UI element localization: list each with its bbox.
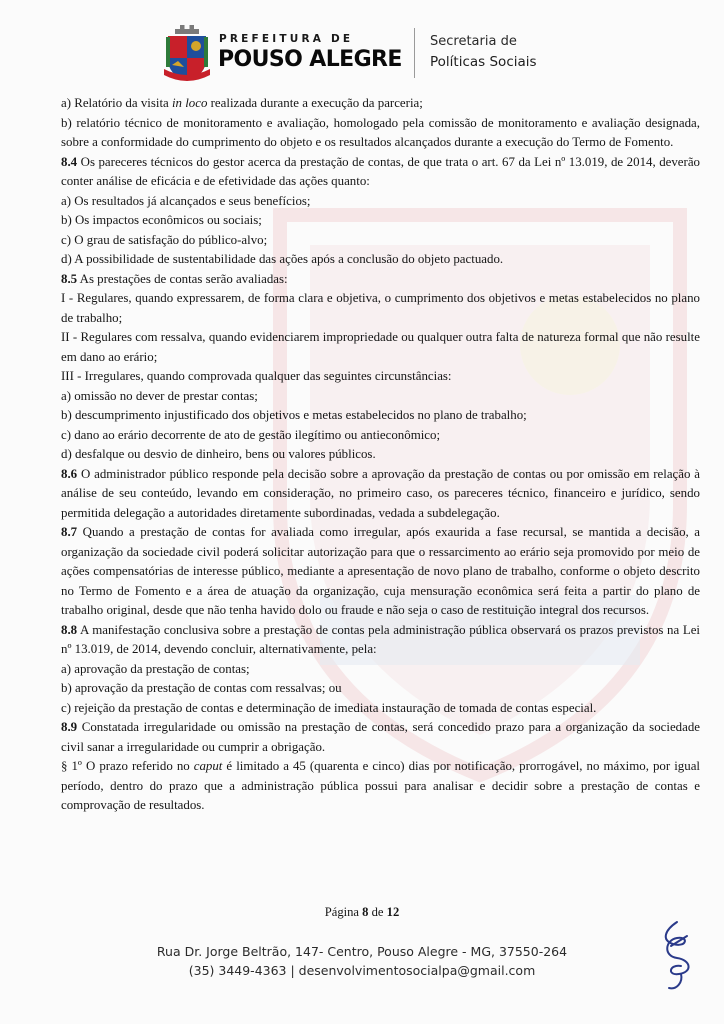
paragraph: § 1º O prazo referido no caput é limitado a 45 (quarenta e cinco) dias por notificação, prorrogável, no máximo, por igual período, dentro do prazo que a administração pública possui para analisar e decidir sobre a prestação de contas e comprovação de resultados. [61,759,700,812]
clause-number: 8.8 [61,622,78,637]
city-crest-logo [164,25,210,85]
handwritten-initials [647,916,707,998]
clause-number: 8.7 [61,525,78,539]
city-name: POUSO ALEGRE [218,47,402,72]
page-number: Página 8 de 12 [324,905,400,919]
paragraph: b) descumprimento injustificado dos objetivos e metas estabelecidos no plano de trabalho; [61,408,527,422]
clause-number: 8.9 [61,720,78,734]
paragraph: d) A possibilidade de sustentabilidade das ações após a conclusão do objeto pactuado. [61,252,504,266]
clause-number: 8.6 [61,466,78,481]
paragraph: 8.7 Quando a prestação de contas for avaliada como irregular, após exaurida a fase recursal, se mantida a decisão, a organização da sociedade civil poderá solicitar autorização para que o ressarcimento ao erário seja promovido por meio de ações compensatórias de interesse público, mediante a apresentação de novo plano de trabalho, conforme o objeto descrito no Termo de Fomento e a área de atuação da organização, cuja mensuração econômica será feita a partir do plano de trabalho original, desde que não tenha havido dolo ou fraude e não seja o caso de restituição integral dos recursos. [61,525,700,617]
paragraph: 8.4 Os pareceres técnicos do gestor acerca da prestação de contas, de que trata o art. 67 da Lei nº 13.019, de 2014, deverão conter análise de eficácia e de efetividade das ações quanto: [61,154,700,188]
paragraph: II - Regulares com ressalva, quando evidenciarem impropriedade ou qualquer outra falta de natureza formal que não resulte em dano ao erário; [61,330,700,364]
paragraph: d) desfalque ou desvio de dinheiro, bens ou valores públicos. [61,447,376,461]
header-divider [414,28,415,78]
footer-contact: (35) 3449-4363 | desenvolvimentosocialpa@gmail.com [188,963,536,978]
paragraph: c) dano ao erário decorrente de ato de gestão ilegítimo ou antieconômico; [61,427,441,442]
paragraph: 8.8 A manifestação conclusiva sobre a prestação de contas pela administração pública observará os prazos previstos na Lei nº 13.019, de 2014, devendo concluir, alternativamente, pela: [61,622,700,656]
paragraph: 8.9 Constatada irregularidade ou omissão na prestação de contas, será concedido prazo para a organização da sociedade civil sanar a irregularidade ou cumprir a obrigação. [61,720,700,754]
paragraph: 8.5 As prestações de contas serão avaliadas: [61,271,288,286]
paragraph: I - Regulares, quando expressarem, de forma clara e objetiva, o cumprimento dos objetivos e metas estabelecidos no plano de trabalho; [61,291,700,325]
paragraph: a) Os resultados já alcançados e seus benefícios; [61,193,311,208]
clause-number: 8.5 [61,271,78,286]
paragraph: b) Os impactos econômicos ou sociais; [61,213,262,227]
paragraph: c) rejeição da prestação de contas e determinação de imediata instauração de tomada de contas especial. [61,700,597,715]
document-body [61,94,700,816]
prefeitura-label: PREFEITURA DE [219,33,354,45]
paragraph: c) O grau de satisfação do público-alvo; [61,232,268,247]
paragraph: a) Relatório da visita in loco realizada durante a execução da parceria; [61,96,423,110]
paragraph: 8.6 O administrador público responde pela decisão sobre a aprovação da prestação de contas ou por omissão em relação à análise de seu conteúdo, levando em consideração, no primeiro caso, os pareceres técnico, financeiro e jurídico, sendo permitida delegação a autoridades diretamente subordinadas, vedada a subdelegação. [61,466,700,520]
paragraph: b) relatório técnico de monitoramento e avaliação, homologado pela comissão de monitoramento e avaliação designada, sobre a conformidade do cumprimento do objeto e os resultados alcançados durante a execução do Termo de Fomento. [61,115,700,149]
paragraph: b) aprovação da prestação de contas com ressalvas; ou [61,681,342,695]
secretaria-area: Políticas Sociais [430,54,537,70]
secretaria-label: Secretaria de [430,34,517,49]
paragraph: a) aprovação da prestação de contas; [61,661,250,676]
paragraph: a) omissão no dever de prestar contas; [61,388,258,403]
clause-number: 8.4 [61,154,78,169]
paragraph: III - Irregulares, quando comprovada qualquer das seguintes circunstâncias: [61,369,452,383]
letterhead [0,22,724,88]
footer-address: Rua Dr. Jorge Beltrão, 147- Centro, Pouso Alegre - MG, 37550-264 [156,944,568,959]
